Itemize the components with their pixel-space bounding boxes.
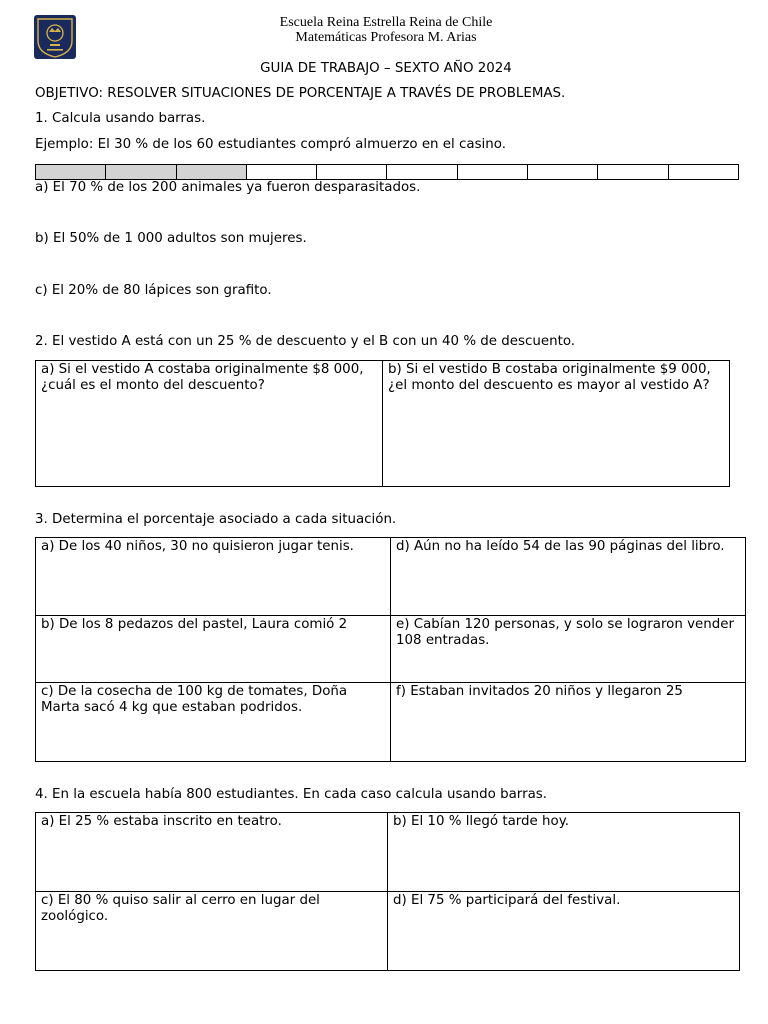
section1-heading: 1. Calcula usando barras. [35,111,206,126]
page-title: GUIA DE TRABAJO – SEXTO AÑO 2024 [260,61,512,76]
section3-cell-e: e) Cabían 120 personas, y solo se lograron vender 108 entradas. [391,616,746,683]
section3-cell-f: f) Estaban invitados 20 niños y llegaron 25 [391,683,746,762]
section1-item-b: b) El 50% de 1 000 adultos son mujeres. [35,231,307,246]
section4-cell-b: b) El 10 % llegó tarde hoy. [388,813,740,892]
section3-cell-c: c) De la cosecha de 100 kg de tomates, Doña Marta sacó 4 kg que estaban podridos. [36,683,391,762]
objective: OBJETIVO: RESOLVER SITUACIONES DE PORCENTAJE A TRAVÉS DE PROBLEMAS. [35,86,566,101]
section1-item-c: c) El 20% de 80 lápices son grafito. [35,283,272,298]
teacher-subject: Matemáticas Profesora M. Arias [295,30,477,45]
bar-segment-filled [176,165,246,179]
section3-cell-d: d) Aún no ha leído 54 de las 90 páginas del libro. [391,538,746,616]
section3-cell-a: a) De los 40 niños, 30 no quisieron jugar tenis. [36,538,391,616]
section4-heading: 4. En la escuela había 800 estudiantes. En cada caso calcula usando barras. [35,787,548,802]
school-name: Escuela Reina Estrella Reina de Chile [279,15,493,30]
section2-heading: 2. El vestido A está con un 25 % de descuento y el B con un 40 % de descuento. [35,334,576,349]
bar-segment [527,165,597,179]
section2-cell-a: a) Si el vestido A costaba originalmente $8 000, ¿cuál es el monto del descuento? [36,361,383,487]
section4-cell-d: d) El 75 % participará del festival. [388,892,740,971]
section4-cell-a: a) El 25 % estaba inscrito en teatro. [36,813,388,892]
section3-heading: 3. Determina el porcentaje asociado a cada situación. [35,512,397,527]
section4-table [35,812,740,971]
section1-example: Ejemplo: El 30 % de los 60 estudiantes compró almuerzo en el casino. [35,137,506,152]
section3-cell-b: b) De los 8 pedazos del pastel, Laura comió 2 [36,616,391,683]
section3-table [35,537,746,762]
section4-cell-c: c) El 80 % quiso salir al cerro en lugar del zoológico. [36,892,388,971]
bar-segment-filled [36,165,105,179]
section1-item-a: a) El 70 % de los 200 animales ya fueron desparasitados. [35,180,421,195]
bar-segment [316,165,386,179]
bar-segment-filled [105,165,175,179]
bar-segment [597,165,667,179]
bar-segment [386,165,456,179]
bar-segment [246,165,316,179]
section2-cell-b: b) Si el vestido B costaba originalmente $9 000, ¿el monto del descuento es mayor al vestido A? [383,361,730,487]
percentage-bar [35,164,739,180]
bar-segment [668,165,738,179]
bar-segment [457,165,527,179]
section2-table [35,360,730,487]
